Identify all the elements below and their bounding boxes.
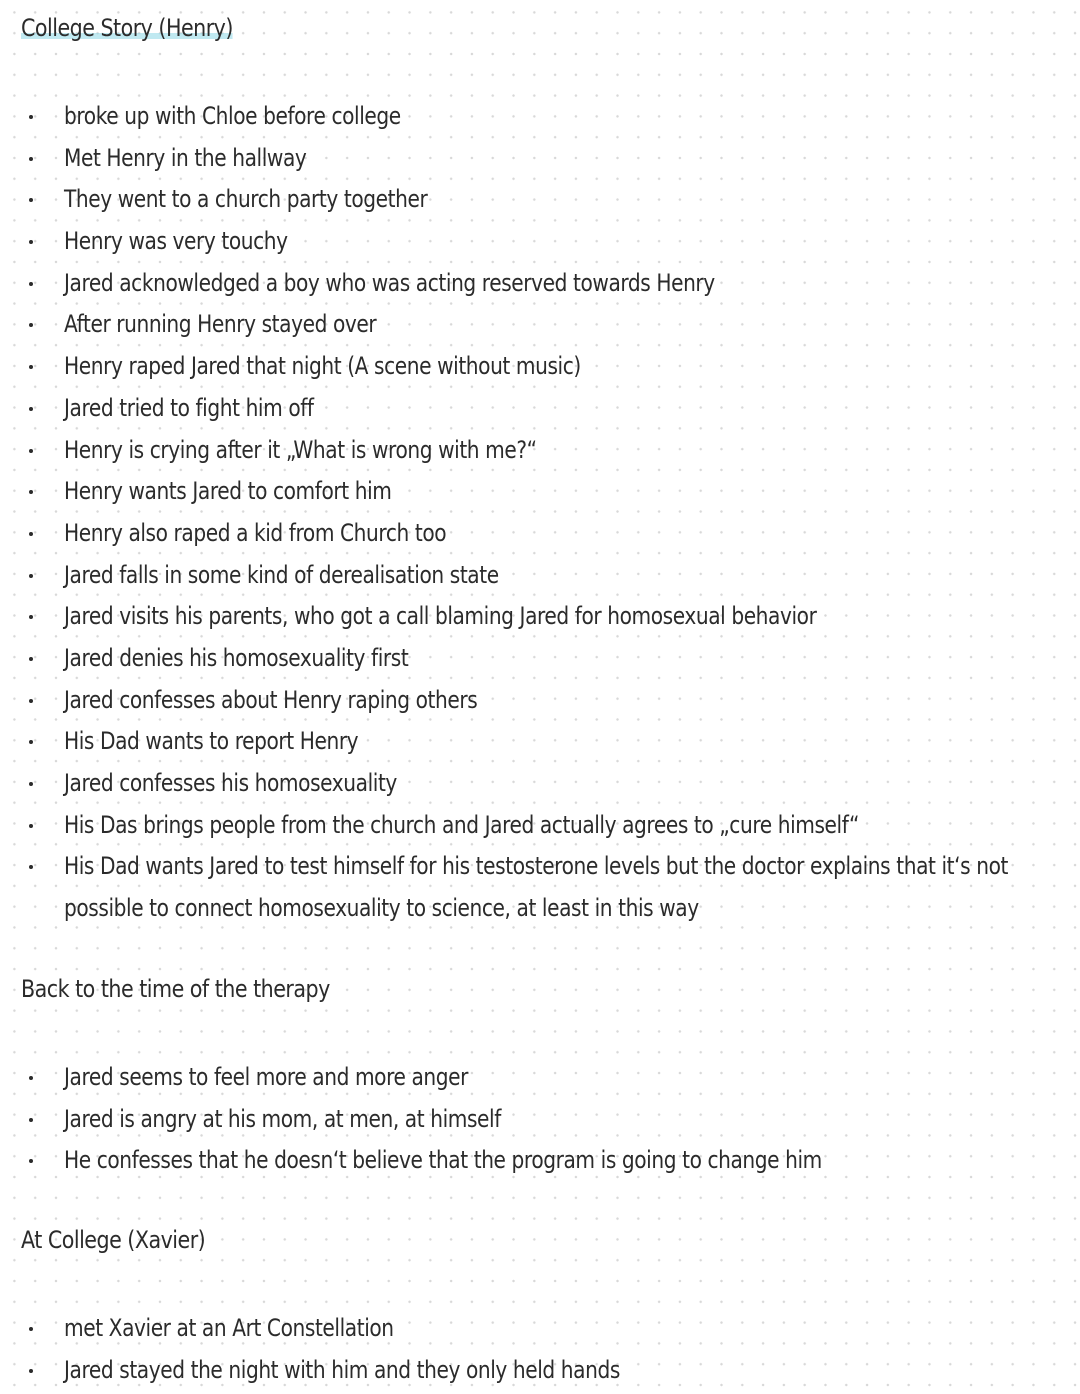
list-item-text: Henry also raped a kid from Church too <box>64 518 447 547</box>
list-item-text: They went to a church party together <box>64 185 428 214</box>
list-item-text: Jared falls in some kind of derealisation state <box>64 560 499 589</box>
list-item-text: met Xavier at an Art Constellation <box>64 1314 394 1342</box>
section-heading-back-to-therapy <box>21 975 330 1003</box>
bullet-icon <box>29 449 33 453</box>
bullet-icon <box>29 1076 33 1080</box>
bullet-icon <box>29 865 33 869</box>
list-item <box>0 304 1080 346</box>
list-item-text: Jared confesses his homosexuality <box>64 769 397 797</box>
section-heading-at-college-xavier <box>21 1226 205 1254</box>
list-item-text: Henry was very touchy <box>64 227 288 256</box>
list-item <box>0 721 1080 763</box>
list-item-text: Henry wants Jared to comfort him <box>64 477 392 506</box>
list-item <box>0 638 1080 680</box>
bullet-list-at-college-xavier <box>0 1308 1080 1391</box>
list-item <box>0 1099 1080 1141</box>
list-item-text: His Das brings people from the church and Jared actually agrees to „cure himself“ <box>64 810 860 839</box>
list-item-text: Met Henry in the hallway <box>64 143 307 172</box>
list-item <box>0 346 1080 388</box>
bullet-icon <box>29 1159 33 1163</box>
bullet-icon <box>29 657 33 661</box>
list-item <box>0 555 1080 597</box>
section-heading-text: College Story (Henry) <box>21 14 233 42</box>
bullet-icon <box>29 782 33 786</box>
list-item <box>0 513 1080 555</box>
list-item-text: He confesses that he doesn‘t believe that the program is going to change him <box>64 1146 822 1175</box>
list-item-text: His Dad wants Jared to test himself for his testosterone levels but the doctor explains that it‘s not possible to connect homosexuality to science, at least in this way <box>64 852 1008 923</box>
list-item-text: Jared seems to feel more and more anger <box>64 1063 469 1091</box>
bullet-icon <box>29 407 33 411</box>
list-item <box>0 846 1080 929</box>
list-item-text: Henry raped Jared that night (A scene without music) <box>64 352 581 381</box>
bullet-icon <box>29 198 33 202</box>
list-item <box>0 471 1080 513</box>
section-heading-text: At College (Xavier) <box>21 1226 206 1254</box>
bullet-icon <box>29 490 33 494</box>
list-item-text: Jared denies his homosexuality first <box>64 643 409 672</box>
list-item <box>0 763 1080 805</box>
list-item <box>0 1350 1080 1392</box>
list-item <box>0 430 1080 472</box>
bullet-icon <box>29 574 33 578</box>
list-item <box>0 179 1080 221</box>
list-item <box>0 1308 1080 1350</box>
list-item-text: Jared stayed the night with him and they only held hands <box>64 1355 620 1384</box>
bullet-icon <box>29 157 33 161</box>
bullet-icon <box>29 532 33 536</box>
list-item-text: Jared visits his parents, who got a call blaming Jared for homosexual behavior <box>64 602 817 631</box>
bullet-icon <box>29 240 33 244</box>
list-item <box>0 1057 1080 1099</box>
bullet-icon <box>29 1118 33 1122</box>
list-item <box>0 138 1080 180</box>
bullet-icon <box>29 323 33 327</box>
list-item-text: Jared acknowledged a boy who was acting reserved towards Henry <box>64 268 715 297</box>
list-item-text: Henry is crying after it „What is wrong with me?“ <box>64 435 537 464</box>
list-item <box>0 263 1080 305</box>
list-item-text: Jared tried to fight him off <box>64 393 314 422</box>
bullet-icon <box>29 740 33 744</box>
bullet-icon <box>29 615 33 619</box>
list-item <box>0 96 1080 138</box>
list-item <box>0 805 1080 847</box>
bullet-icon <box>29 115 33 119</box>
bullet-list-back-to-therapy <box>0 1057 1080 1182</box>
bullet-icon <box>29 1327 33 1331</box>
bullet-icon <box>29 1369 33 1373</box>
section-heading-text: Back to the time of the therapy <box>21 975 330 1003</box>
list-item <box>0 596 1080 638</box>
list-item-text: Jared confesses about Henry raping others <box>64 685 478 714</box>
list-item-text: After running Henry stayed over <box>64 310 377 339</box>
list-item-text: Jared is angry at his mom, at men, at himself <box>64 1104 501 1133</box>
list-item <box>0 680 1080 722</box>
bullet-list-college-story-henry <box>0 96 1080 930</box>
bullet-icon <box>29 824 33 828</box>
list-item-text: His Dad wants to report Henry <box>64 727 359 756</box>
list-item <box>0 388 1080 430</box>
list-item-text: broke up with Chloe before college <box>64 102 401 130</box>
list-item <box>0 221 1080 263</box>
list-item <box>0 1140 1080 1182</box>
bullet-icon <box>29 365 33 369</box>
section-heading-college-story-henry <box>21 14 233 42</box>
bullet-icon <box>29 282 33 286</box>
bullet-icon <box>29 699 33 703</box>
